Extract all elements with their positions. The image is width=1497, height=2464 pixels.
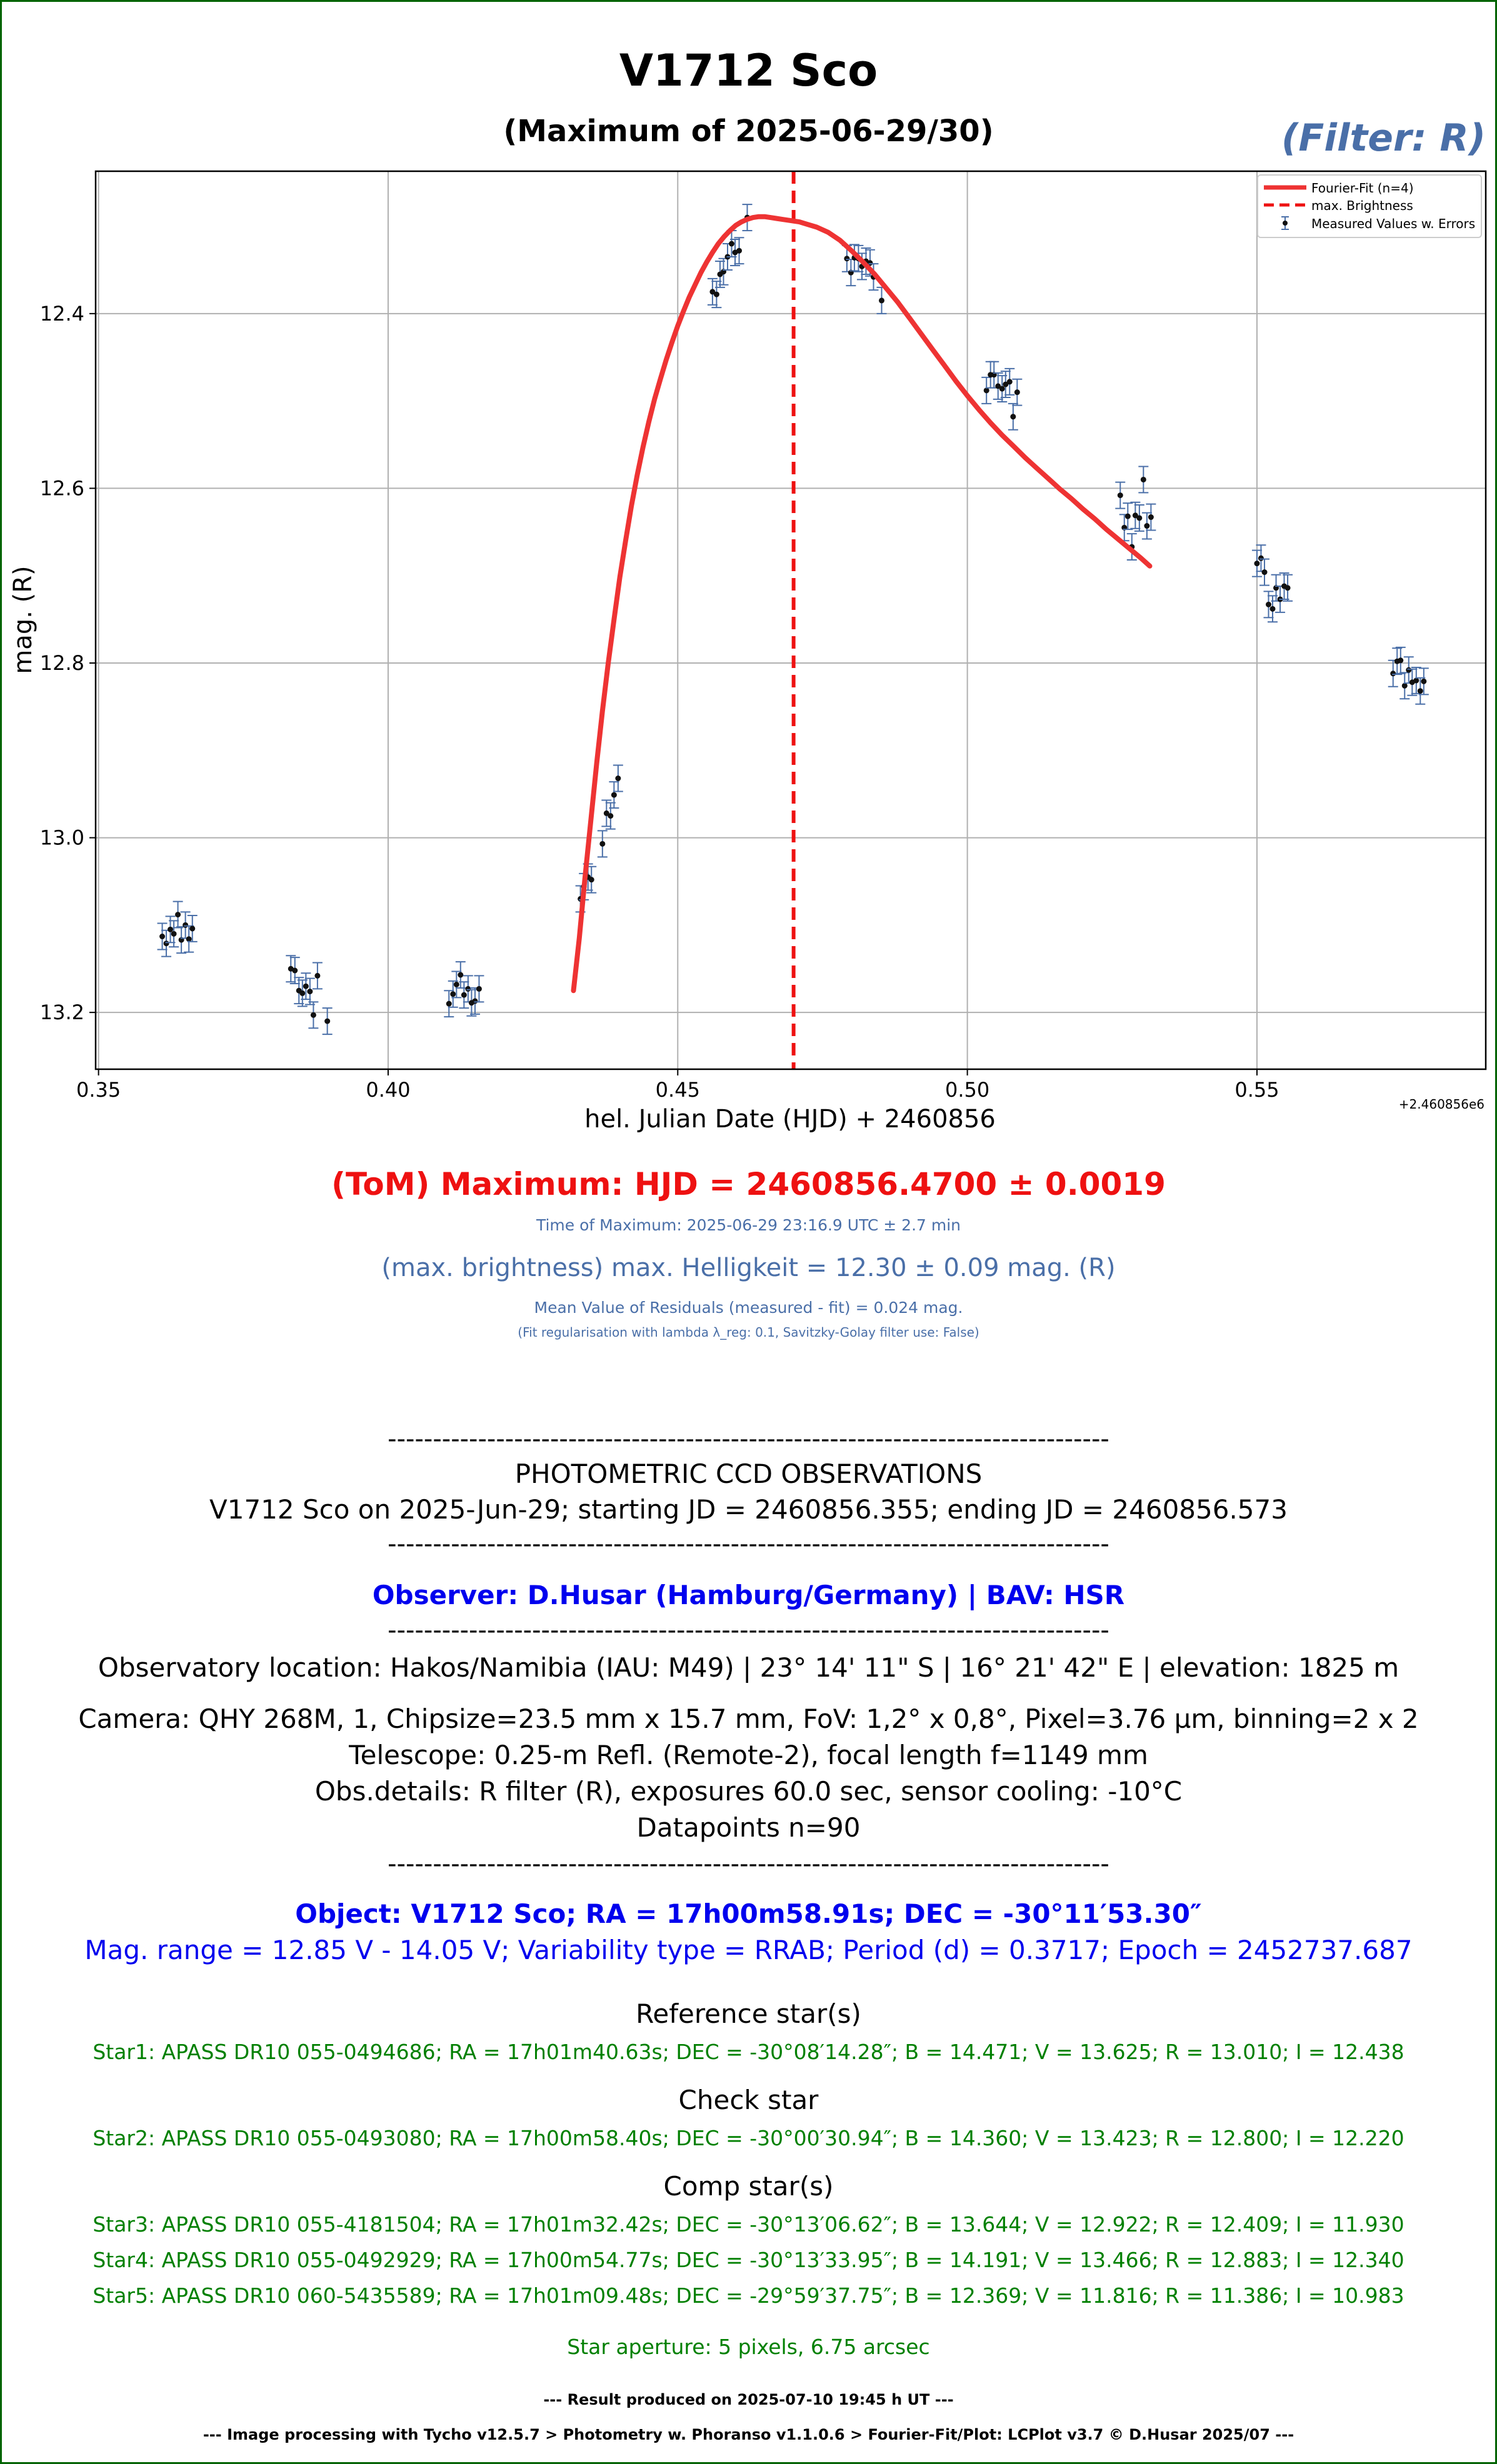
data-point <box>1285 585 1291 591</box>
data-point <box>844 256 849 261</box>
fourier-fit-curve <box>574 217 1150 991</box>
camera-info: Camera: QHY 268M, 1, Chipsize=23.5 mm x 15.7 mm, FoV: 1,2° x 0,8°, Pixel=3.76 µm, binning=2 x 2 <box>78 1703 1419 1734</box>
data-point <box>1144 523 1149 529</box>
data-point <box>324 1019 330 1024</box>
data-point <box>303 984 309 989</box>
data-point <box>183 922 188 928</box>
data-point <box>1262 569 1268 575</box>
data-point <box>189 925 195 931</box>
legend-max-label: max. Brightness <box>1311 198 1413 213</box>
residuals: Mean Value of Residuals (measured - fit) = 0.024 mag. <box>534 1299 963 1317</box>
check-star-heading: Check star <box>678 2085 819 2115</box>
data-point <box>171 931 177 937</box>
regularisation-info: (Fit regularisation with lambda λ_reg: 0.1, Savitzky-Golay filter use: False) <box>518 1325 979 1340</box>
data-point <box>1402 683 1408 689</box>
light-curve-chart <box>0 0 1497 1137</box>
data-point <box>879 297 884 303</box>
time-of-maximum: Time of Maximum: 2025-06-29 23:16.9 UTC ± 2.7 min <box>536 1216 961 1234</box>
data-point <box>472 998 478 1004</box>
data-point <box>1125 514 1131 519</box>
data-point <box>736 248 742 254</box>
y-axis-label: mag. (R) <box>9 566 38 674</box>
telescope-info: Telescope: 0.25-m Refl. (Remote-2), focal length f=1149 mm <box>349 1740 1148 1770</box>
observation-date: V1712 Sco on 2025-Jun-29; starting JD = 2460856.355; ending JD = 2460856.573 <box>209 1494 1288 1525</box>
data-point <box>1266 602 1271 607</box>
comp-star-3: Star3: APASS DR10 055-4181504; RA = 17h01m32.42s; DEC = -30°13′06.62″; B = 13.644; V = 12.922; R = 12.409; I = 11.930 <box>93 2212 1404 2237</box>
data-point <box>1406 667 1411 673</box>
data-point <box>476 986 482 992</box>
star-aperture: Star aperture: 5 pixels, 6.75 arcsec <box>567 2335 930 2359</box>
data-point <box>615 776 621 781</box>
observations-heading: PHOTOMETRIC CCD OBSERVATIONS <box>514 1459 983 1489</box>
grid <box>96 171 1486 1069</box>
data-point <box>311 1012 316 1018</box>
x-tick-label: 0.55 <box>1234 1078 1279 1102</box>
axis-ticks <box>40 302 1279 1102</box>
reference-stars-heading: Reference star(s) <box>636 1998 861 2029</box>
object-magnitude: Mag. range = 12.85 V - 14.05 V; Variability type = RRAB; Period (d) = 0.3717; Epoch = 2452737.687 <box>84 1935 1413 1965</box>
chart-subtitle: (Maximum of 2025-06-29/30) <box>503 114 994 149</box>
plot-area-frame <box>96 171 1486 1069</box>
data-point <box>1148 514 1154 520</box>
comp-stars-heading: Comp star(s) <box>663 2171 834 2202</box>
data-point <box>186 936 192 942</box>
data-point <box>1141 477 1146 482</box>
data-point <box>589 877 594 882</box>
x-axis-label: hel. Julian Date (HJD) + 2460856 <box>584 1105 996 1134</box>
chart-title: V1712 Sco <box>619 45 878 96</box>
data-point <box>450 991 456 997</box>
y-tick-label: 12.6 <box>39 476 84 501</box>
data-point <box>1010 414 1016 419</box>
data-point <box>999 386 1005 392</box>
data-point <box>168 927 173 932</box>
maximum-result: (ToM) Maximum: HJD = 2460856.4700 ± 0.0019 <box>331 1166 1166 1202</box>
check-star-2: Star2: APASS DR10 055-0493080; RA = 17h00m58.40s; DEC = -30°00′30.94″; B = 14.360; V = 13.423; R = 12.800; I = 12.220 <box>93 2126 1404 2150</box>
x-tick-label: 0.50 <box>945 1078 990 1102</box>
data-point <box>159 934 165 939</box>
data-point <box>611 792 617 798</box>
data-point <box>1398 657 1403 663</box>
y-tick-label: 13.0 <box>39 825 84 850</box>
x-tick-label: 0.40 <box>366 1078 411 1102</box>
y-tick-label: 12.4 <box>39 301 84 326</box>
fourier-fit-group <box>574 217 1150 991</box>
filter-label: (Filter: R) <box>1281 116 1486 160</box>
data-point <box>599 841 605 847</box>
separator-4: -------------------------------------------------------------------------------- <box>388 1850 1109 1878</box>
data-point <box>1418 688 1423 694</box>
x-offset-text: +2.460856e6 <box>1398 1097 1484 1112</box>
legend-point-swatch <box>1283 221 1288 226</box>
data-point <box>1269 606 1275 612</box>
comp-star-4: Star4: APASS DR10 055-0492929; RA = 17h00m54.77s; DEC = -30°13′33.95″; B = 14.191; V = 13.466; R = 12.883; I = 12.340 <box>93 2248 1404 2272</box>
legend <box>1258 175 1481 237</box>
data-point <box>164 940 169 946</box>
data-point <box>465 986 471 992</box>
data-point <box>299 990 305 996</box>
observer: Observer: D.Husar (Hamburg/Germany) | BAV: HSR <box>372 1580 1125 1610</box>
legend-fit-label: Fourier-Fit (n=4) <box>1311 181 1414 196</box>
data-point <box>314 973 320 979</box>
observatory-location: Observatory location: Hakos/Namibia (IAU: M49) | 23° 14' 11" S | 16° 21' 42" E | elevation: 1825 m <box>98 1652 1399 1683</box>
data-point <box>1258 556 1264 561</box>
reference-star-1: Star1: APASS DR10 055-0494686; RA = 17h01m40.63s; DEC = -30°08′14.28″; B = 14.471; V = 13.625; R = 13.010; I = 12.438 <box>93 2040 1404 2064</box>
y-tick-label: 12.8 <box>39 651 84 675</box>
x-tick-label: 0.45 <box>655 1078 700 1102</box>
data-point <box>608 813 613 819</box>
comp-star-5: Star5: APASS DR10 060-5435589; RA = 17h01m09.48s; DEC = -29°59′37.75″; B = 12.369; V = 11.816; R = 11.386; I = 10.983 <box>93 2283 1404 2308</box>
data-point <box>1390 671 1396 676</box>
y-tick-label: 13.2 <box>39 1000 84 1025</box>
data-point <box>714 292 719 297</box>
data-point <box>458 972 463 978</box>
data-point <box>461 992 467 998</box>
data-point <box>1118 492 1123 498</box>
data-point <box>175 912 181 917</box>
data-point <box>1007 379 1013 384</box>
data-point <box>1413 677 1419 683</box>
object-info: Object: V1712 Sco; RA = 17h00m58.91s; DEC = -30°11′53.30″ <box>295 1898 1202 1929</box>
data-point <box>307 989 313 994</box>
separator-3: -------------------------------------------------------------------------------- <box>388 1616 1109 1645</box>
data-point <box>446 1001 452 1007</box>
data-point <box>984 387 989 393</box>
data-point <box>1014 389 1020 395</box>
data-point <box>1421 679 1426 684</box>
datapoints: Datapoints n=90 <box>636 1812 861 1843</box>
data-point <box>1254 561 1259 566</box>
separator-2: -------------------------------------------------------------------------------- <box>388 1530 1109 1559</box>
max-brightness: (max. brightness) max. Helligkeit = 12.30 ± 0.09 mag. (R) <box>381 1254 1116 1282</box>
x-tick-label: 0.35 <box>76 1078 121 1102</box>
separator-1: -------------------------------------------------------------------------------- <box>388 1425 1109 1454</box>
obs-details: Obs.details: R filter (R), exposures 60.0 sec, sensor cooling: -10°C <box>314 1776 1183 1807</box>
processing-info: --- Image processing with Tycho v12.5.7 > Photometry w. Phoranso v1.1.0.6 > Fourier-Fit/Plot: LCPlot v3.7 © D.Husar 2025/07 --- <box>203 2426 1294 2443</box>
data-point <box>454 982 459 987</box>
result-timestamp: --- Result produced on 2025-07-10 19:45 h UT --- <box>543 2391 954 2408</box>
data-point <box>729 241 734 247</box>
data-point <box>292 968 298 974</box>
data-point <box>1136 515 1142 521</box>
legend-points-label: Measured Values w. Errors <box>1311 216 1476 231</box>
